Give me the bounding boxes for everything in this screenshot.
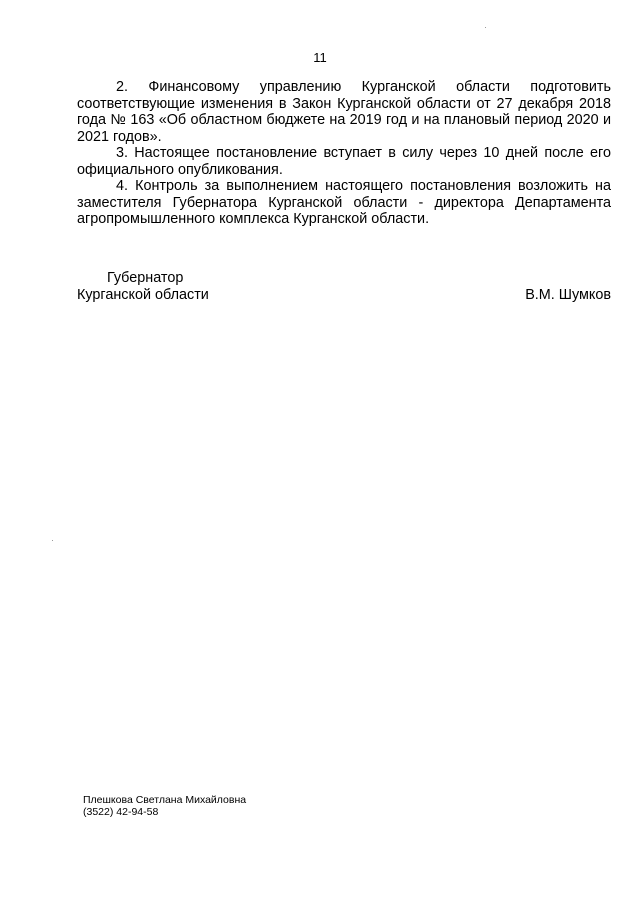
- scan-speck: [485, 27, 486, 28]
- signature-title: Губернатор: [107, 270, 184, 286]
- page-number: 11: [313, 50, 327, 65]
- document-body: [77, 79, 611, 228]
- scan-speck: [52, 540, 53, 541]
- paragraph-4: 4. Контроль за выполнением настоящего постановления возложить на заместителя Губернатора Курганской области - директора Департамента агропромышленного комплекса Курганской области.: [77, 178, 611, 227]
- paragraph-2: 2. Финансовому управлению Курганской области подготовить соответствующие изменения в Закон Курганской области от 27 декабря 2018 года № 163 «Об областном бюджете на 2019 год и на плановый период 2020 и 2021 годов».: [77, 79, 611, 145]
- signature-organization: Курганской области: [77, 287, 209, 303]
- paragraph-3: 3. Настоящее постановление вступает в силу через 10 дней после его официального опубликования.: [77, 145, 611, 178]
- executor-phone: (3522) 42-94-58: [83, 806, 159, 818]
- executor-name: Плешкова Светлана Михайловна: [83, 794, 247, 806]
- signatory-name: В.М. Шумков: [525, 287, 611, 303]
